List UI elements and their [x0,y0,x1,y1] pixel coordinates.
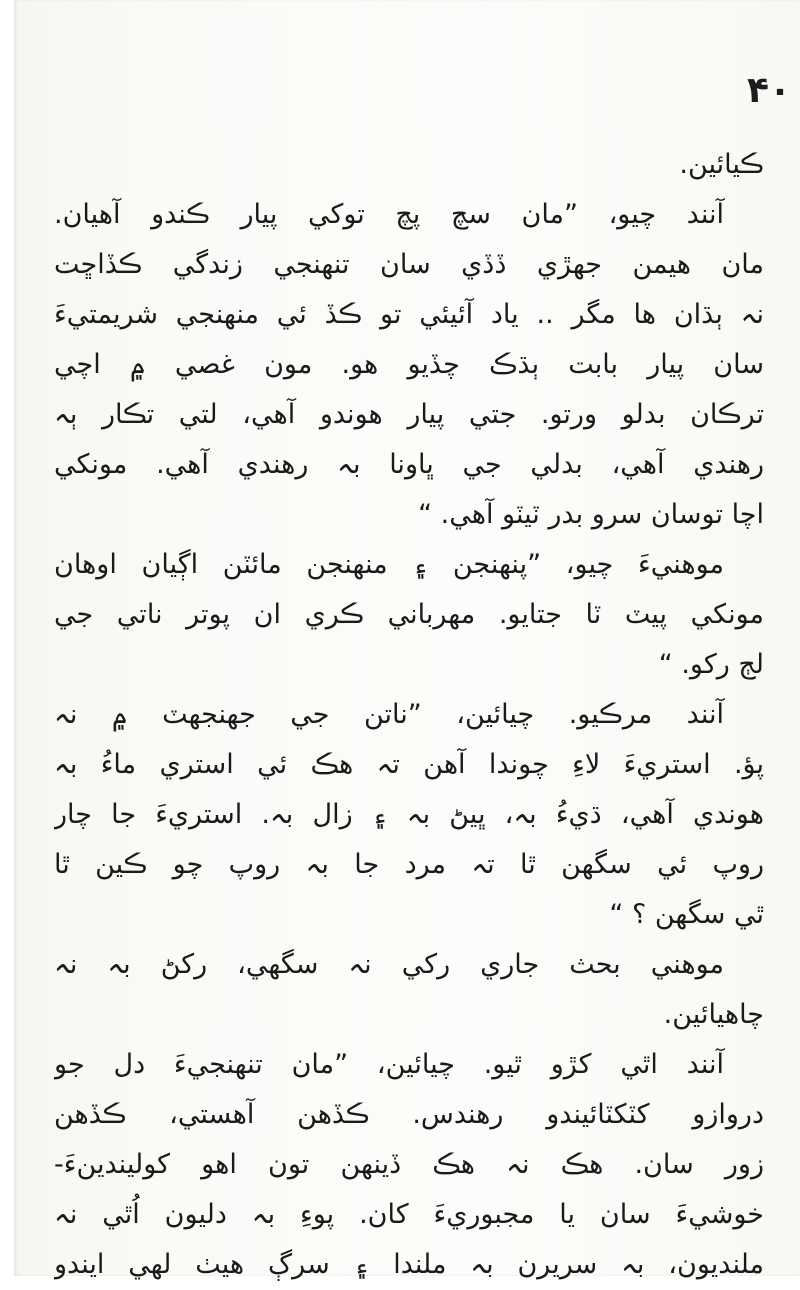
text-line: سان پيار بابت ٻڌڪ چڏيو هو. مون غصي ۾ اچي [54,349,764,380]
text-line: ترڪان بدلو ورتو. جتي پيار هوندو آهي، لتي تڪار ٻہ [54,399,764,430]
text-line: مان هيمن جهڙي ڏڏي سان تنهنجي زندگي ڪڏاڇت [54,249,764,280]
text-line: اچا توسان سرو بدر ٽيٽو آهي. “ [418,499,764,530]
text-line: هوندي آهي، ڌيءُ بہ، ڀيڻ بہ ۽ زال بہ. استريءَ جا چار [54,799,764,830]
text-line: ٿي سگهن ؟ “ [609,899,764,930]
text-line: دروازو کٽکٽائيندو رهندس. ڪڏهن آهستي، ڪڏهن [54,1099,764,1130]
text-line: لڄ رکو. “ [658,649,764,680]
text-line: ملنديون، بہ سريرن بہ ملندا ۽ سرڳ هيٺ لهي ايندو [54,1249,764,1280]
book-page [14,0,800,1280]
text-line: آنند اٿي کڙو ٿيو. چيائين، ”مان تنهنجيءَ دل جو [54,1049,724,1080]
text-line: موهني بحث جاري رکي نہ سگهي، رکڻ بہ نہ [54,949,724,980]
page-number: ۴۰ [747,70,791,111]
text-line: موهنيءَ چيو، ”پنهنجن ۽ منهنجن مائٽن اڳيان اوهان [54,549,724,580]
body-text [54,140,764,1290]
text-line: آنند چيو، ”مان سچ پچ توکي پيار ڪندو آهيان. [54,199,724,230]
text-line: مونکي پيٽ ٽا جتايو. مهرباني ڪري ان پوتر ناتي جي [54,599,764,630]
text-line: روپ ئي سگهن ٿا تہ مرد جا بہ روپ چو ڪين ٿا [54,849,764,880]
text-line: پؤ. استريءَ لاءِ چوندا آهن تہ هڪ ئي استري ماءُ بہ [54,749,764,780]
text-line: نہ ٻڌان ها مگر .. ياد آئيئي تو ڪڏ ئي منهنجي شريمتيءَ [54,299,764,330]
text-line: چاهيائين. [663,999,764,1030]
text-line: زور سان. هڪ نہ هڪ ڏينهن تون اهو کوليندينءَ- [54,1149,764,1180]
text-line: ڪيائين. [679,149,764,180]
text-line: آنند مرڪيو. چيائين، ”ناتن جي جهنجهٽ ۾ نہ [54,699,724,730]
text-line: رهندي آهي، بدلي جي ڀاونا بہ رهندي آهي. مونکي [54,449,764,480]
text-line: خوشيءَ سان يا مجبوريءَ کان. پوءِ بہ دليون اُٿي نہ [54,1199,764,1230]
